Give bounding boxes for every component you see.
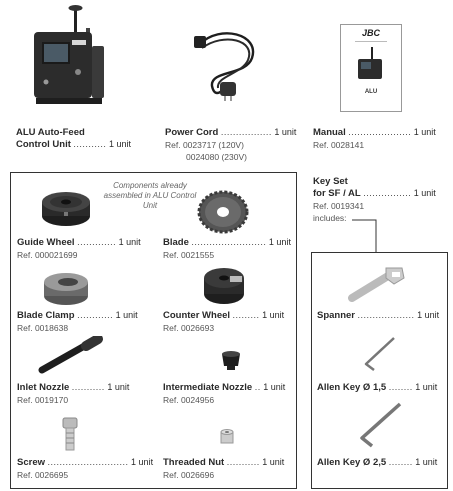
allen-key-2-5-image [348,400,406,450]
control-unit-dots: ........... [73,139,107,149]
blade-qty: 1 unit [268,237,291,247]
power-cord-qty: 1 unit [274,127,297,137]
control-unit-name-2: Control Unit [16,139,71,150]
manual-cover-lines [355,41,387,42]
blade-image [195,188,251,236]
manual-product-image [355,47,387,81]
blade-line [163,237,291,248]
screw-dots: ........................... [47,457,129,467]
manual-dots: ..................... [348,127,412,137]
manual-line [313,127,436,138]
threaded-nut-qty: 1 unit [262,457,285,467]
spanner-image [344,264,408,304]
power-cord-dots: ................. [220,127,272,137]
threaded-nut-dots: ........... [226,457,260,467]
blade-clamp-line [17,310,138,321]
spanner-dots: ................... [357,310,415,320]
inlet-nozzle-dots: ........... [71,382,105,392]
intermediate-nozzle-qty: 1 unit [263,382,286,392]
keyset-includes: includes: [313,213,347,223]
blade-ref: Ref. 0021555 [163,250,215,260]
screw-image [60,416,80,452]
allen-key-1-5-qty: 1 unit [415,382,438,392]
allen-key-1-5-image [356,334,400,374]
spanner-name: Spanner [317,310,356,321]
intermediate-nozzle-line [163,382,285,393]
guide-wheel-line [17,237,141,248]
inlet-nozzle-ref: Ref. 0019170 [17,395,69,405]
keyset-ref: Ref. 0019341 [313,201,365,211]
inlet-nozzle-name: Inlet Nozzle [17,382,70,393]
control-unit-name-1: ALU Auto-Feed [16,127,85,138]
control-unit-image [30,2,110,112]
guide-wheel-image [38,186,94,232]
blade-name: Blade [163,237,189,248]
keyset-title-1: Key Set [313,176,348,187]
control-unit-qty-line [16,139,131,150]
manual-ref: Ref. 0028141 [313,140,365,150]
keyset-line [313,188,436,199]
counter-wheel-qty: 1 unit [262,310,285,320]
inlet-nozzle-qty: 1 unit [107,382,130,392]
manual-cover [340,24,402,112]
counter-wheel-ref: Ref. 0026693 [163,323,215,333]
manual-model: ALU [364,89,378,95]
keyset-qty: 1 unit [413,188,436,198]
counter-wheel-name: Counter Wheel [163,310,231,321]
power-cord-ref-1: Ref. 0023717 (120V) [165,140,244,150]
manual-name: Manual [313,127,346,138]
threaded-nut-name: Threaded Nut [163,457,225,468]
threaded-nut-ref: Ref. 0026696 [163,470,215,480]
intermediate-nozzle-name: Intermediate Nozzle [163,382,253,393]
inlet-nozzle-line [17,382,129,393]
counter-wheel-image [200,264,250,308]
intermediate-nozzle-ref: Ref. 0024956 [163,395,215,405]
blade-clamp-dots: ............ [77,310,114,320]
allen-key-1-5-dots: ........ [388,382,413,392]
counter-wheel-dots: ......... [232,310,260,320]
control-unit-qty: 1 unit [108,139,131,149]
screw-qty: 1 unit [131,457,154,467]
allen-key-1-5-name: Allen Key Ø 1,5 [317,382,387,393]
threaded-nut-line [163,457,284,468]
keyset-dots: ................ [363,188,412,198]
intermediate-nozzle-image [218,348,244,372]
assembled-note: Components already assembled in ALU Control Unit [103,181,197,210]
screw-ref: Ref. 0026695 [17,470,69,480]
allen-key-2-5-name: Allen Key Ø 2,5 [317,457,387,468]
guide-wheel-name: Guide Wheel [17,237,75,248]
power-cord-line [165,127,296,138]
blade-clamp-image [38,268,94,308]
power-cord-name: Power Cord [165,127,219,138]
blade-clamp-qty: 1 unit [115,310,138,320]
manual-brand: JBC [361,28,380,38]
spanner-qty: 1 unit [417,310,440,320]
inlet-nozzle-image [36,336,106,374]
screw-name: Screw [17,457,45,468]
allen-key-2-5-line [317,457,437,468]
blade-dots: ......................... [191,237,267,247]
blade-clamp-ref: Ref. 0018638 [17,323,69,333]
power-cord-image [190,30,270,104]
guide-wheel-qty: 1 unit [118,237,141,247]
allen-key-1-5-line [317,382,437,393]
keyset-title-2: for SF / AL [313,188,361,199]
power-cord-ref-2: 0024080 (230V) [186,152,247,162]
threaded-nut-image [218,428,236,446]
keyset-connector [350,215,380,255]
intermediate-nozzle-dots: .. [254,382,261,392]
counter-wheel-line [163,310,284,321]
allen-key-2-5-qty: 1 unit [415,457,438,467]
spanner-line [317,310,439,321]
manual-qty: 1 unit [413,127,436,137]
blade-clamp-name: Blade Clamp [17,310,75,321]
allen-key-2-5-dots: ........ [388,457,413,467]
guide-wheel-dots: ............. [77,237,117,247]
guide-wheel-ref: Ref. 000021699 [17,250,78,260]
screw-line [17,457,153,468]
